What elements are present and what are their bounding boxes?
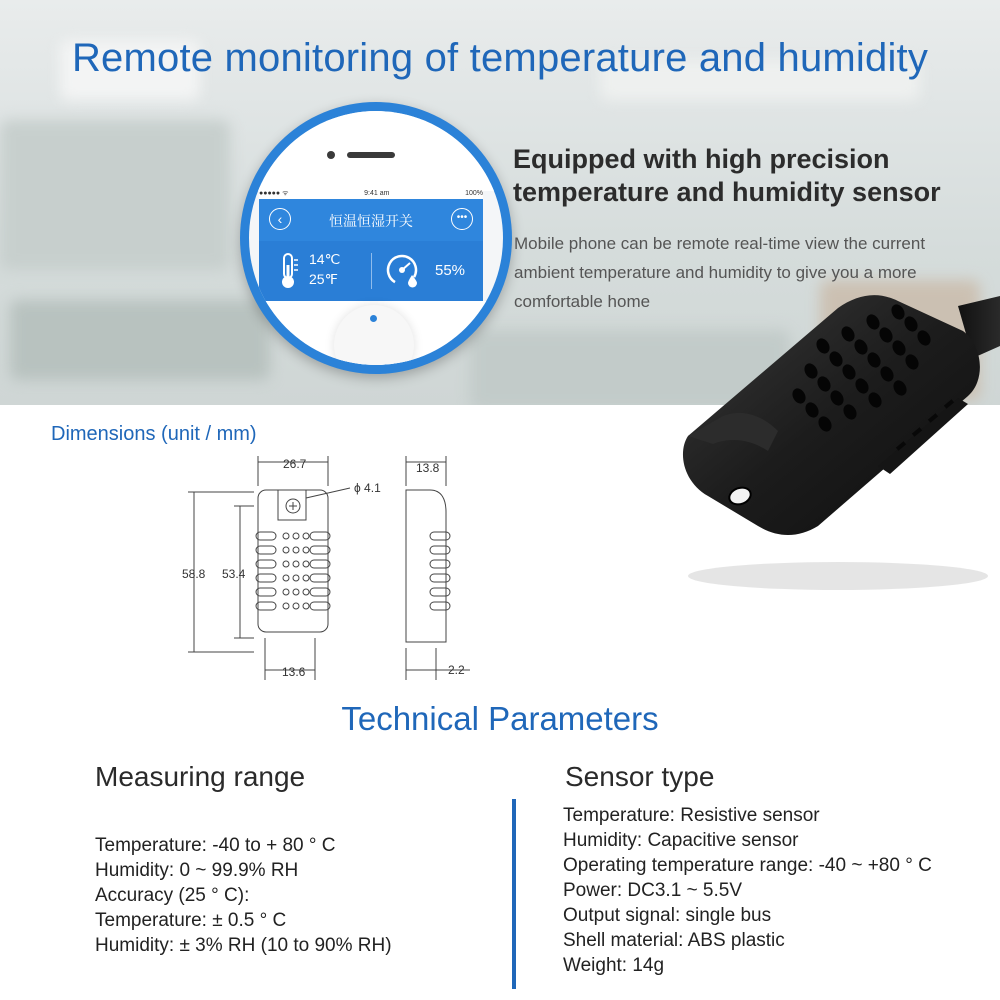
hero-title: Remote monitoring of temperature and humidity bbox=[71, 36, 929, 80]
list-item: Humidity: Capacitive sensor bbox=[563, 830, 799, 851]
column-divider bbox=[512, 799, 516, 989]
sensor-type-heading: Sensor type bbox=[565, 761, 715, 792]
list-item: Humidity: 0 ~ 99.9% RH bbox=[95, 860, 299, 881]
temperature-celsius: 14℃ bbox=[309, 251, 341, 267]
dim-width-side: 13.8 bbox=[416, 461, 440, 475]
list-item: Temperature: -40 to + 80 ° C bbox=[95, 835, 336, 856]
indicator-dot-icon bbox=[370, 315, 377, 322]
app-header bbox=[259, 199, 483, 241]
measuring-range-heading: Measuring range bbox=[95, 761, 306, 792]
phone-top bbox=[249, 111, 503, 191]
phone-bottom bbox=[249, 301, 503, 365]
speaker-icon bbox=[347, 152, 395, 158]
app-title: 恒温恒湿开关 bbox=[329, 213, 413, 229]
list-item: Power: DC3.1 ~ 5.5V bbox=[563, 880, 743, 901]
sensor-reading-card bbox=[259, 241, 483, 301]
phone-magnifier bbox=[240, 102, 512, 374]
feature-description: Mobile phone can be remote real-time view the current ambient temperature and humidity to give you a more comfortable home bbox=[514, 234, 926, 311]
list-item: Temperature: Resistive sensor bbox=[563, 805, 820, 826]
status-time: 9:41 am bbox=[364, 189, 390, 197]
dim-height-total: 58.8 bbox=[182, 567, 206, 581]
sensor-product-image bbox=[668, 276, 1000, 596]
list-item: Accuracy (25 ° C): bbox=[95, 885, 250, 906]
status-bar bbox=[259, 187, 483, 199]
back-button[interactable]: ‹ bbox=[269, 208, 291, 230]
signal-indicator: ●●●●● ᯤ bbox=[259, 189, 289, 197]
dimensions-label: Dimensions (unit / mm) bbox=[51, 423, 257, 445]
more-button[interactable]: ••• bbox=[451, 208, 473, 230]
list-item: Shell material: ABS plastic bbox=[563, 930, 785, 951]
battery-indicator: 100% bbox=[465, 189, 483, 197]
dim-bottom-width: 13.6 bbox=[282, 665, 306, 679]
thermometer-icon bbox=[275, 251, 301, 291]
feature-title: Equipped with high precision temperature and humidity sensor bbox=[513, 144, 941, 207]
humidity-gauge-icon bbox=[385, 253, 421, 289]
sensor-type-list bbox=[563, 803, 932, 978]
list-item: Temperature: ± 0.5 ° C bbox=[95, 910, 287, 931]
humidity-value: 55% bbox=[435, 262, 466, 279]
dim-width-front: 26.7 bbox=[283, 457, 307, 471]
camera-icon bbox=[327, 151, 335, 159]
temperature-fahrenheit: 25℉ bbox=[309, 271, 338, 287]
dim-hole-diameter: ϕ 4.1 bbox=[354, 481, 381, 495]
list-item: Humidity: ± 3% RH (10 to 90% RH) bbox=[95, 935, 392, 956]
card-divider bbox=[371, 253, 372, 289]
measuring-range-list bbox=[95, 833, 392, 958]
dim-height-body: 53.4 bbox=[222, 567, 246, 581]
list-item: Operating temperature range: -40 ~ +80 ° C bbox=[563, 855, 932, 876]
technical-parameters-title: Technical Parameters bbox=[341, 700, 659, 737]
list-item: Output signal: single bus bbox=[563, 905, 772, 926]
dimension-drawing bbox=[170, 448, 490, 688]
list-item: Weight: 14g bbox=[563, 955, 665, 976]
power-button[interactable] bbox=[334, 305, 414, 365]
dim-bottom-offset: 2.2 bbox=[448, 663, 465, 677]
